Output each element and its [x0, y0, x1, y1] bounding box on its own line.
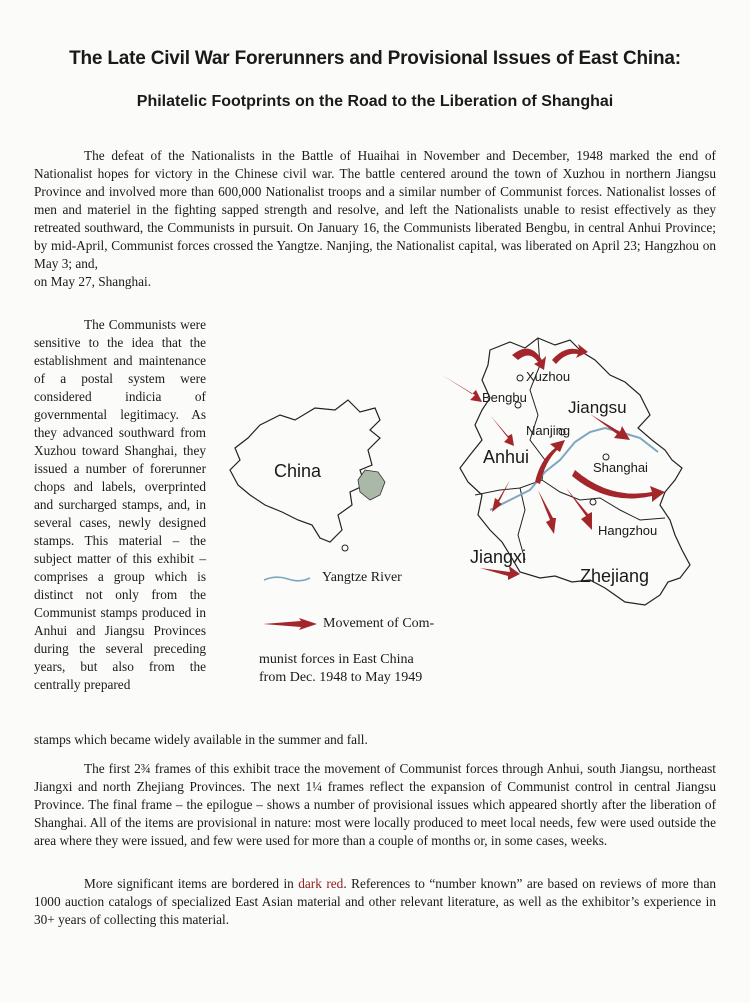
- label-nanjing: Nanjing: [526, 423, 571, 438]
- label-zhejiang: Zhejiang: [580, 566, 650, 586]
- arrow-1: [442, 375, 482, 402]
- east-china-region: [358, 470, 385, 500]
- arrow-8: [538, 490, 556, 534]
- postal-text: The Communists were sensitive to the idea that the establishment and maintenance of a postal system were considered indicia of governmental legitimacy. As they advanced southward from Xuzhou toward Shanghai, they issued a number of forerunner chops and labels, overprinted and surcharged stamps, and, in several cases, newly designed stamps. This material – the subject matter of this exhibit – comprises a group which is distinct not only from the Communist stamps produced in Anhui and Jiangsu Provinces during the several preceding years, but also from the centrally prepared: [34, 317, 206, 692]
- legend-river-label: Yangtze River: [322, 570, 402, 585]
- arrow-4: [490, 415, 514, 446]
- legend-movement-label: [323, 615, 434, 633]
- arrow-5: [492, 480, 510, 512]
- label-anhui: Anhui: [483, 447, 530, 467]
- legend-arrow-swatch: [261, 617, 319, 631]
- china-label: China: [274, 461, 322, 481]
- east-china-map: [220, 320, 710, 660]
- intro-text: The defeat of the Nationalists in the Battle of Huaihai in November and December, 1948 marked the end of Nationalist hopes for victory in the Chinese civil war. The battle centered around the town of Xuzhou in northern Jiangsu Province and involved more than 600,000 Nationalist troops and a similar number of Communist forces. Nationalist losses of men and materiel in the fighting sapped strength and resolve, and left the Nationalists unable to resist effectively as they retreated southward, the Communists in pursuit. On January 16, the Communists liberated Bengbu, in central Anhui Province; by mid-April, Communist forces crossed the Yangtze. Nanjing, the Nationalist capital, was liberated on April 23; Hangzhou on May 3; and,: [34, 148, 716, 271]
- legend-movement-line1: Movement of Com-: [323, 616, 435, 631]
- frames-text: The first 2¾ frames of this exhibit trace the movement of Communist forces through Anhui, south Jiangsu, northeast Jiangxi and north Zhejiang Provinces. The next 1¼ frames reflect the expansion of Communist control in central Jiangsu Province. The final frame – the epilogue – shows a number of provisional issues which appeared shortly after the liberation of Shanghai. All of the items are provisional in nature: most were locally produced to meet local needs, few were used outside the area where they were issued, and few were used for more than a couple of months or, in some cases, weeks.: [34, 761, 716, 848]
- page-subtitle: Philatelic Footprints on the Road to the Liberation of Shanghai: [136, 93, 614, 110]
- arrow-2: [512, 349, 546, 370]
- province-border-south: [475, 480, 665, 520]
- frames-paragraph: [34, 760, 716, 850]
- notes-paragraph: [34, 875, 716, 929]
- label-xuzhou: Xuzhou: [526, 369, 571, 384]
- arrow-3: [552, 344, 588, 364]
- legend-movement-line2: munist forces in East China: [259, 652, 414, 667]
- notes-text-a: More significant items are bordered in: [84, 876, 299, 891]
- label-bengbu: Bengbu: [482, 390, 527, 405]
- label-shanghai: Shanghai: [593, 460, 648, 475]
- arrow-10: [480, 566, 520, 580]
- arrow-9: [566, 488, 592, 530]
- page-title: The Late Civil War Forerunners and Provisional Issues of East China:: [69, 48, 681, 69]
- notes-text-b: . References to “number known” are based on reviews of more than 1000 auction catalogs of specialized East Asian material and other relevant literature, as well as the exhibitor’s experience in 30+ years of collecting this material.: [34, 876, 717, 927]
- intro-paragraph: [34, 147, 716, 291]
- label-hangzhou: Hangzhou: [598, 523, 658, 538]
- arrow-6: [535, 440, 565, 484]
- postal-paragraph: [34, 316, 206, 694]
- legend-movement-line3: from Dec. 1948 to May 1949: [259, 670, 423, 685]
- label-jiangsu: Jiangsu: [568, 398, 627, 417]
- arrow-11: [590, 414, 630, 440]
- legend-movement-label-cont: [259, 651, 422, 687]
- intro-text-end: on May 27, Shanghai.: [34, 274, 152, 289]
- notes-dark-red: dark red: [298, 876, 344, 891]
- legend-river-swatch: [262, 572, 312, 586]
- label-jiangxi: Jiangxi: [470, 547, 527, 567]
- postal-paragraph-tail: stamps which became widely available in the summer and fall.: [34, 732, 368, 747]
